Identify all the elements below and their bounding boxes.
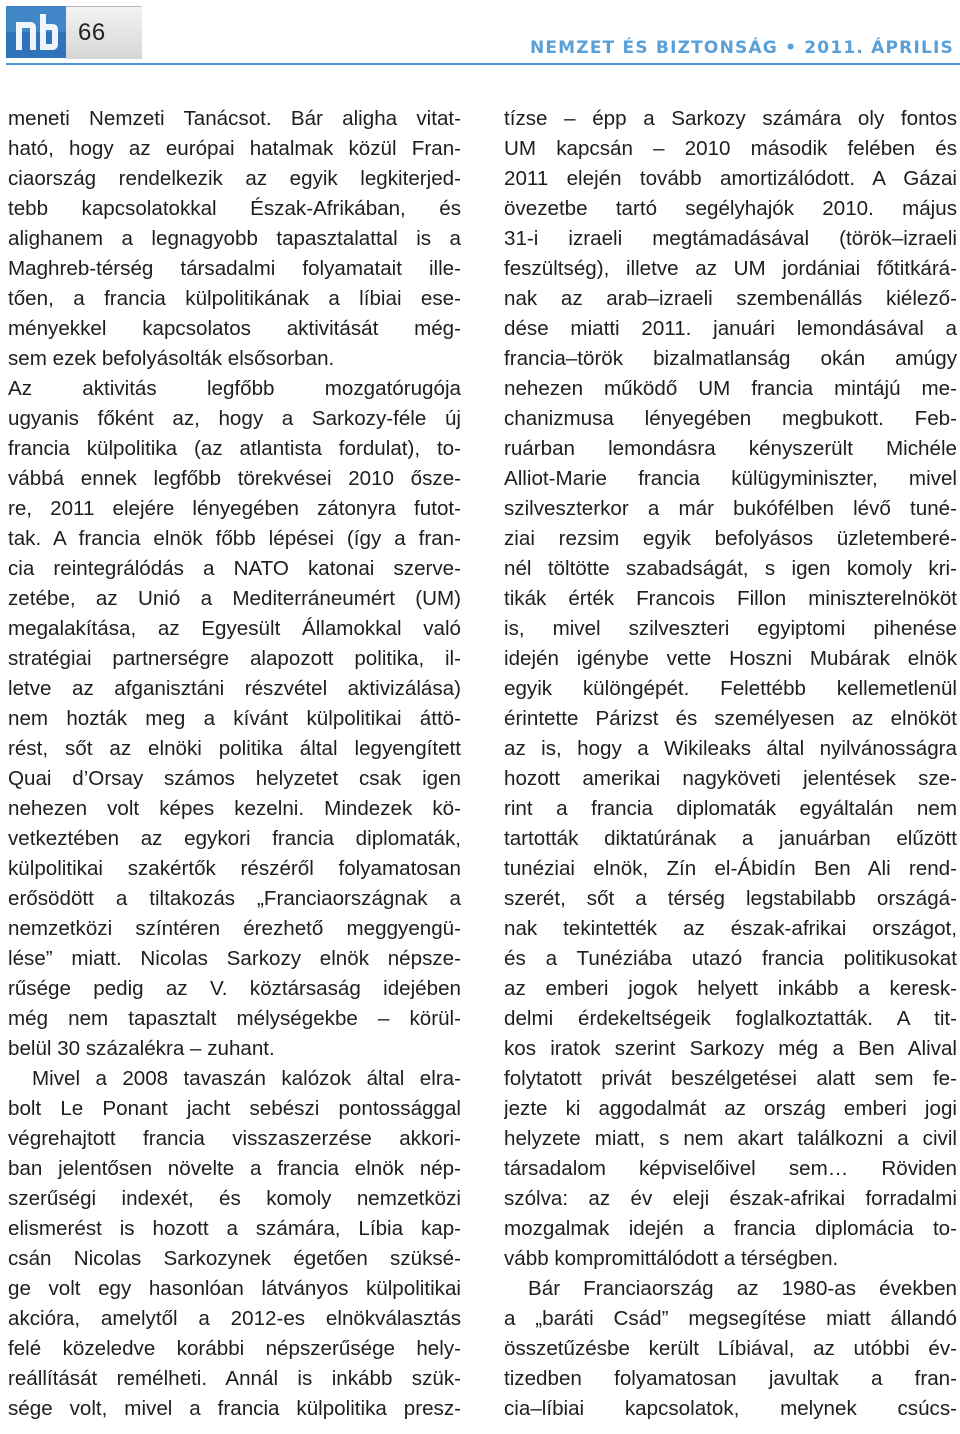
text-line-content: ményekkel kapcsolatos aktivitását még- <box>8 317 461 340</box>
text-line <box>504 1184 957 1214</box>
right-text-column <box>504 104 957 1424</box>
text-line <box>504 104 957 134</box>
text-line <box>8 884 461 914</box>
text-line-content: feszültség), illetve az UM jordániai főtitkárá- <box>504 257 957 280</box>
text-line-content: nehezen volt képes kezelni. Mindezek kö- <box>8 797 461 820</box>
text-line-content: tak. A francia elnök főbb lépései (így a fran- <box>8 527 461 550</box>
text-line-content: helyzete miatt, s nem akart találkozni a civil <box>504 1127 957 1150</box>
text-line-content: tően, a francia külpolitikának a líbiai ese- <box>8 287 461 310</box>
text-line-content: ható, hogy az európai hatalmak közül Fran- <box>8 137 461 160</box>
text-line-content: tebb kapcsolatokkal Észak-Afrikában, és <box>8 197 461 220</box>
text-line-content: zetébe, az Unió a Mediterráneumért (UM) <box>8 587 461 610</box>
text-line <box>504 1094 957 1124</box>
text-line-content: idején igénybe vette Hoszni Mubárak elnök <box>504 647 957 670</box>
text-line-content: tartották diktatúrának a januárban elűzött <box>504 827 957 850</box>
text-line-content: cia reintegrálódás a NATO katonai szerve- <box>8 557 461 580</box>
text-line <box>504 674 957 704</box>
text-line-content: szilveszterkor a már bukófélben lévő tuné- <box>504 497 957 520</box>
text-line-content: letve az afganisztáni részvétel aktivizálása) <box>8 677 461 700</box>
text-line <box>8 914 461 944</box>
text-line-content: szerét, sőt a térség legstabilabb országá- <box>504 887 957 910</box>
text-line <box>8 1094 461 1124</box>
text-line-content: rint a francia diplomaták egyáltalán nem <box>504 797 957 820</box>
text-line <box>504 344 957 374</box>
text-line <box>504 1334 957 1364</box>
text-line <box>8 1244 461 1274</box>
text-line-content: stratégiai partnerségre alapozott politika, il- <box>8 647 461 670</box>
text-line <box>8 494 461 524</box>
text-line-content: a „baráti Csád” megsegítése miatt állandó <box>504 1307 957 1330</box>
text-line <box>8 1214 461 1244</box>
text-line-content: vábbá ennek legfőbb törekvései 2010 ősze- <box>8 467 461 490</box>
text-line <box>8 1034 461 1064</box>
text-line <box>504 1214 957 1244</box>
text-line-content: rést, sőt az elnöki politika által legyengített <box>8 737 461 760</box>
text-line <box>8 1334 461 1364</box>
text-line-content: 31-i izraeli megtámadásával (török–izraeli <box>504 227 957 250</box>
text-line-content: megalakítása, az Egyesült Államokkal való <box>8 617 461 640</box>
text-line-content: nehezen működő UM francia mintájú me- <box>504 377 957 400</box>
text-line <box>8 194 461 224</box>
text-line <box>504 704 957 734</box>
text-line <box>504 1004 957 1034</box>
text-line-content: ciaország rendelkezik az egyik legkiterjed- <box>8 167 461 190</box>
text-line-content: csán Nicolas Sarkozynek égetően szüksé- <box>8 1247 461 1270</box>
text-line-content: UM kapcsán – 2010 második felében és <box>504 137 957 160</box>
text-line <box>8 134 461 164</box>
text-line <box>504 164 957 194</box>
text-line <box>8 314 461 344</box>
text-line <box>504 314 957 344</box>
text-line <box>504 1364 957 1394</box>
text-line <box>8 1364 461 1394</box>
text-line-content: ziai rezsim egyik befolyásos üzletemberé- <box>504 527 957 550</box>
text-line-content: szerűségi indexét, és komoly nemzetközi <box>8 1187 461 1210</box>
text-line-content: is, mivel szilveszteri egyiptomi pihenése <box>504 617 957 640</box>
text-line-content: övezetbe tartó segélyhajók 2010. május <box>504 197 957 220</box>
text-line <box>8 1154 461 1184</box>
text-line-content: ruárban lemondásra kényszerült Michéle <box>504 437 957 460</box>
text-line <box>504 284 957 314</box>
page-header <box>0 0 960 66</box>
text-line <box>8 1124 461 1154</box>
text-line <box>504 524 957 554</box>
text-line <box>8 554 461 584</box>
text-line <box>8 734 461 764</box>
text-line-content: alighanem a legnagyobb tapasztalattal is a <box>8 227 461 250</box>
journal-masthead: NEMZET ÉS BIZTONSÁG • 2011. ÁPRILIS <box>529 38 954 58</box>
text-line <box>504 884 957 914</box>
text-line-content: felé közeledve korábbi népszerűsége hely- <box>8 1337 461 1360</box>
text-line <box>8 1004 461 1034</box>
text-line <box>504 1034 957 1064</box>
text-line-content: érintette Párizst és személyesen az elnököt <box>504 707 957 730</box>
text-line <box>504 584 957 614</box>
text-line-content: tikák érték Francois Fillon miniszterelnököt <box>504 587 957 610</box>
text-line <box>504 494 957 524</box>
text-line-content: elismerést is hozott a számára, Líbia kap- <box>8 1217 461 1240</box>
text-line-content: hozott amerikai nagyköveti jelentések sze- <box>504 767 957 790</box>
text-line <box>504 254 957 284</box>
text-line <box>8 1064 461 1094</box>
text-line-content: erősödött a tiltakozás „Franciaországnak a <box>8 887 461 910</box>
text-line-content: külpolitikai szakértők részéről folyamatosan <box>8 857 461 880</box>
text-line-content: Az aktivitás legfőbb mozgatórugója <box>8 377 461 400</box>
text-line-content: tizedben folyamatosan javultak a fran- <box>504 1367 957 1390</box>
text-line <box>504 824 957 854</box>
text-line-content: Bár Franciaország az 1980-as években <box>528 1277 957 1300</box>
text-line <box>8 674 461 704</box>
text-line <box>504 554 957 584</box>
text-line-content: rűsége pedig az V. köztársaság idejében <box>8 977 461 1000</box>
text-line <box>8 974 461 1004</box>
text-line <box>504 974 957 1004</box>
text-line-content: dése miatti 2011. januári lemondásával a <box>504 317 957 340</box>
text-line-content: Alliot-Marie francia külügyminiszter, mivel <box>504 467 957 490</box>
text-line <box>8 704 461 734</box>
text-line-content: reállítását remélheti. Annál is inkább szük- <box>8 1367 461 1390</box>
text-line <box>8 614 461 644</box>
text-line-content: sége volt, mivel a francia külpolitika presz- <box>8 1397 461 1420</box>
text-line <box>8 644 461 674</box>
text-line-content: még nem tapasztalt mélységekbe – körül- <box>8 1007 461 1030</box>
text-line <box>8 284 461 314</box>
text-line <box>8 224 461 254</box>
text-line-content: re, 2011 elejére lényegében zátonyra futot- <box>8 497 461 520</box>
text-line-content: szólva: az év eleji észak-afrikai forradalmi <box>504 1187 957 1210</box>
text-line <box>8 1304 461 1334</box>
text-line <box>504 224 957 254</box>
text-line <box>504 614 957 644</box>
text-line <box>8 524 461 554</box>
text-line-content: végrehajtott francia visszaszerzése akkori- <box>8 1127 461 1150</box>
text-line-content: cia–líbiai kapcsolatok, melynek csúcs- <box>504 1397 957 1420</box>
text-line <box>8 434 461 464</box>
text-line <box>504 794 957 824</box>
text-line <box>8 794 461 824</box>
text-line-content: akcióra, amelytől a 2012-es elnökválasztás <box>8 1307 461 1330</box>
text-line-content: Maghreb-térség társadalmi folyamatait ille- <box>8 257 461 280</box>
text-line-content: 2011 elején tovább amortizálódott. A Gázai <box>504 167 957 190</box>
text-line <box>504 1124 957 1154</box>
text-line <box>504 944 957 974</box>
text-line <box>8 584 461 614</box>
page-number: 66 <box>78 19 106 46</box>
text-line <box>8 1394 461 1424</box>
nb-logo-icon <box>6 6 66 58</box>
text-line <box>8 254 461 284</box>
text-line-content: francia külpolitika (az atlantista fordulat), to- <box>8 437 461 460</box>
text-line <box>504 1064 957 1094</box>
text-line <box>504 194 957 224</box>
text-line-content: nemzetközi színtéren érezhető meggyengü- <box>8 917 461 940</box>
text-line-content: chanizmusa lényegében megbukott. Feb- <box>504 407 957 430</box>
text-line <box>504 1304 957 1334</box>
text-line <box>504 1274 957 1304</box>
text-line <box>504 134 957 164</box>
text-line-content: lése” miatt. Nicolas Sarkozy elnök népsze- <box>8 947 461 970</box>
text-line-content: az is, hogy a Wikileaks által nyilvánosságra <box>504 737 957 760</box>
text-line-content: vább kompromittálódott a térségben. <box>504 1247 839 1270</box>
text-line-content: jezte ki aggodalmát az ország emberi jogi <box>504 1097 957 1120</box>
text-line <box>504 914 957 944</box>
text-line-content: ge volt egy hasonlóan látványos külpolitikai <box>8 1277 461 1300</box>
text-line <box>8 344 461 374</box>
text-line-content: belül 30 százalékra – zuhant. <box>8 1037 275 1060</box>
text-line <box>8 104 461 134</box>
text-line-content: folytatott privát beszélgetései alatt sem fe- <box>504 1067 957 1090</box>
text-line <box>8 1184 461 1214</box>
text-line-content: sem ezek befolyásolták elsősorban. <box>8 347 335 370</box>
text-line <box>8 374 461 404</box>
text-line <box>8 1274 461 1304</box>
text-line-content: nem hozták meg a kívánt külpolitikai áttö- <box>8 707 461 730</box>
text-line-content: delmi érdekeltségeik foglalkoztatták. A tit- <box>504 1007 957 1030</box>
text-line <box>8 824 461 854</box>
text-line-content: nél töltötte szabadságát, s igen komoly kri- <box>504 557 957 580</box>
text-line <box>8 164 461 194</box>
journal-logo <box>6 6 66 58</box>
text-line <box>504 464 957 494</box>
text-line-content: társadalom képviselőivel sem… Röviden <box>504 1157 957 1180</box>
text-line-content: nak az arab–izraeli szembenállás kiélező- <box>504 287 957 310</box>
text-line-content: Mivel a 2008 tavaszán kalózok által elra- <box>32 1067 461 1090</box>
text-line <box>504 734 957 764</box>
text-line <box>504 854 957 884</box>
text-line <box>8 764 461 794</box>
text-line-content: francia–török bizalmatlanság okán amúgy <box>504 347 957 370</box>
text-line-content: ban jelentősen növelte a francia elnök nép- <box>8 1157 461 1180</box>
text-line <box>8 854 461 884</box>
text-line-content: tízse – épp a Sarkozy számára oly fontos <box>504 107 957 130</box>
text-line-content: Quai d’Orsay számos helyzetet csak igen <box>8 767 461 790</box>
text-line-content: összetűzésbe került Líbiával, az utóbbi év- <box>504 1337 957 1360</box>
text-line <box>504 374 957 404</box>
text-line <box>8 404 461 434</box>
text-line-content: mozgalmak idején a francia diplomácia to- <box>504 1217 957 1240</box>
text-line-content: egyik különgépét. Felettébb kellemetlenül <box>504 677 957 700</box>
header-rule <box>6 63 960 65</box>
text-line <box>504 1244 957 1274</box>
text-line-content: és a Tunéziába utazó francia politikusokat <box>504 947 957 970</box>
text-line-content: bolt Le Ponant jacht sebészi pontossággal <box>8 1097 461 1120</box>
text-line <box>504 404 957 434</box>
text-line <box>504 644 957 674</box>
text-line-content: az emberi jogok helyett inkább a keresk- <box>504 977 957 1000</box>
text-line-content: kos iratok szerint Sarkozy még a Ben Alival <box>504 1037 957 1060</box>
text-line-content: vetkeztében az egykori francia diplomaták, <box>8 827 461 850</box>
text-line-content: ugyanis főként az, hogy a Sarkozy-féle új <box>8 407 461 430</box>
left-text-column <box>8 104 461 1424</box>
text-line <box>8 464 461 494</box>
text-line-content: meneti Nemzeti Tanácsot. Bár aligha vitat- <box>8 107 461 130</box>
text-line <box>504 1394 957 1424</box>
text-line-content: tunéziai elnök, Zín el-Ábidín Ben Ali rend- <box>504 857 957 880</box>
text-line-content: nak tekintették az észak-afrikai országot, <box>504 917 957 940</box>
text-line <box>504 1154 957 1184</box>
text-line <box>504 434 957 464</box>
page-number-tab <box>66 6 142 59</box>
text-line <box>504 764 957 794</box>
text-line <box>8 944 461 974</box>
